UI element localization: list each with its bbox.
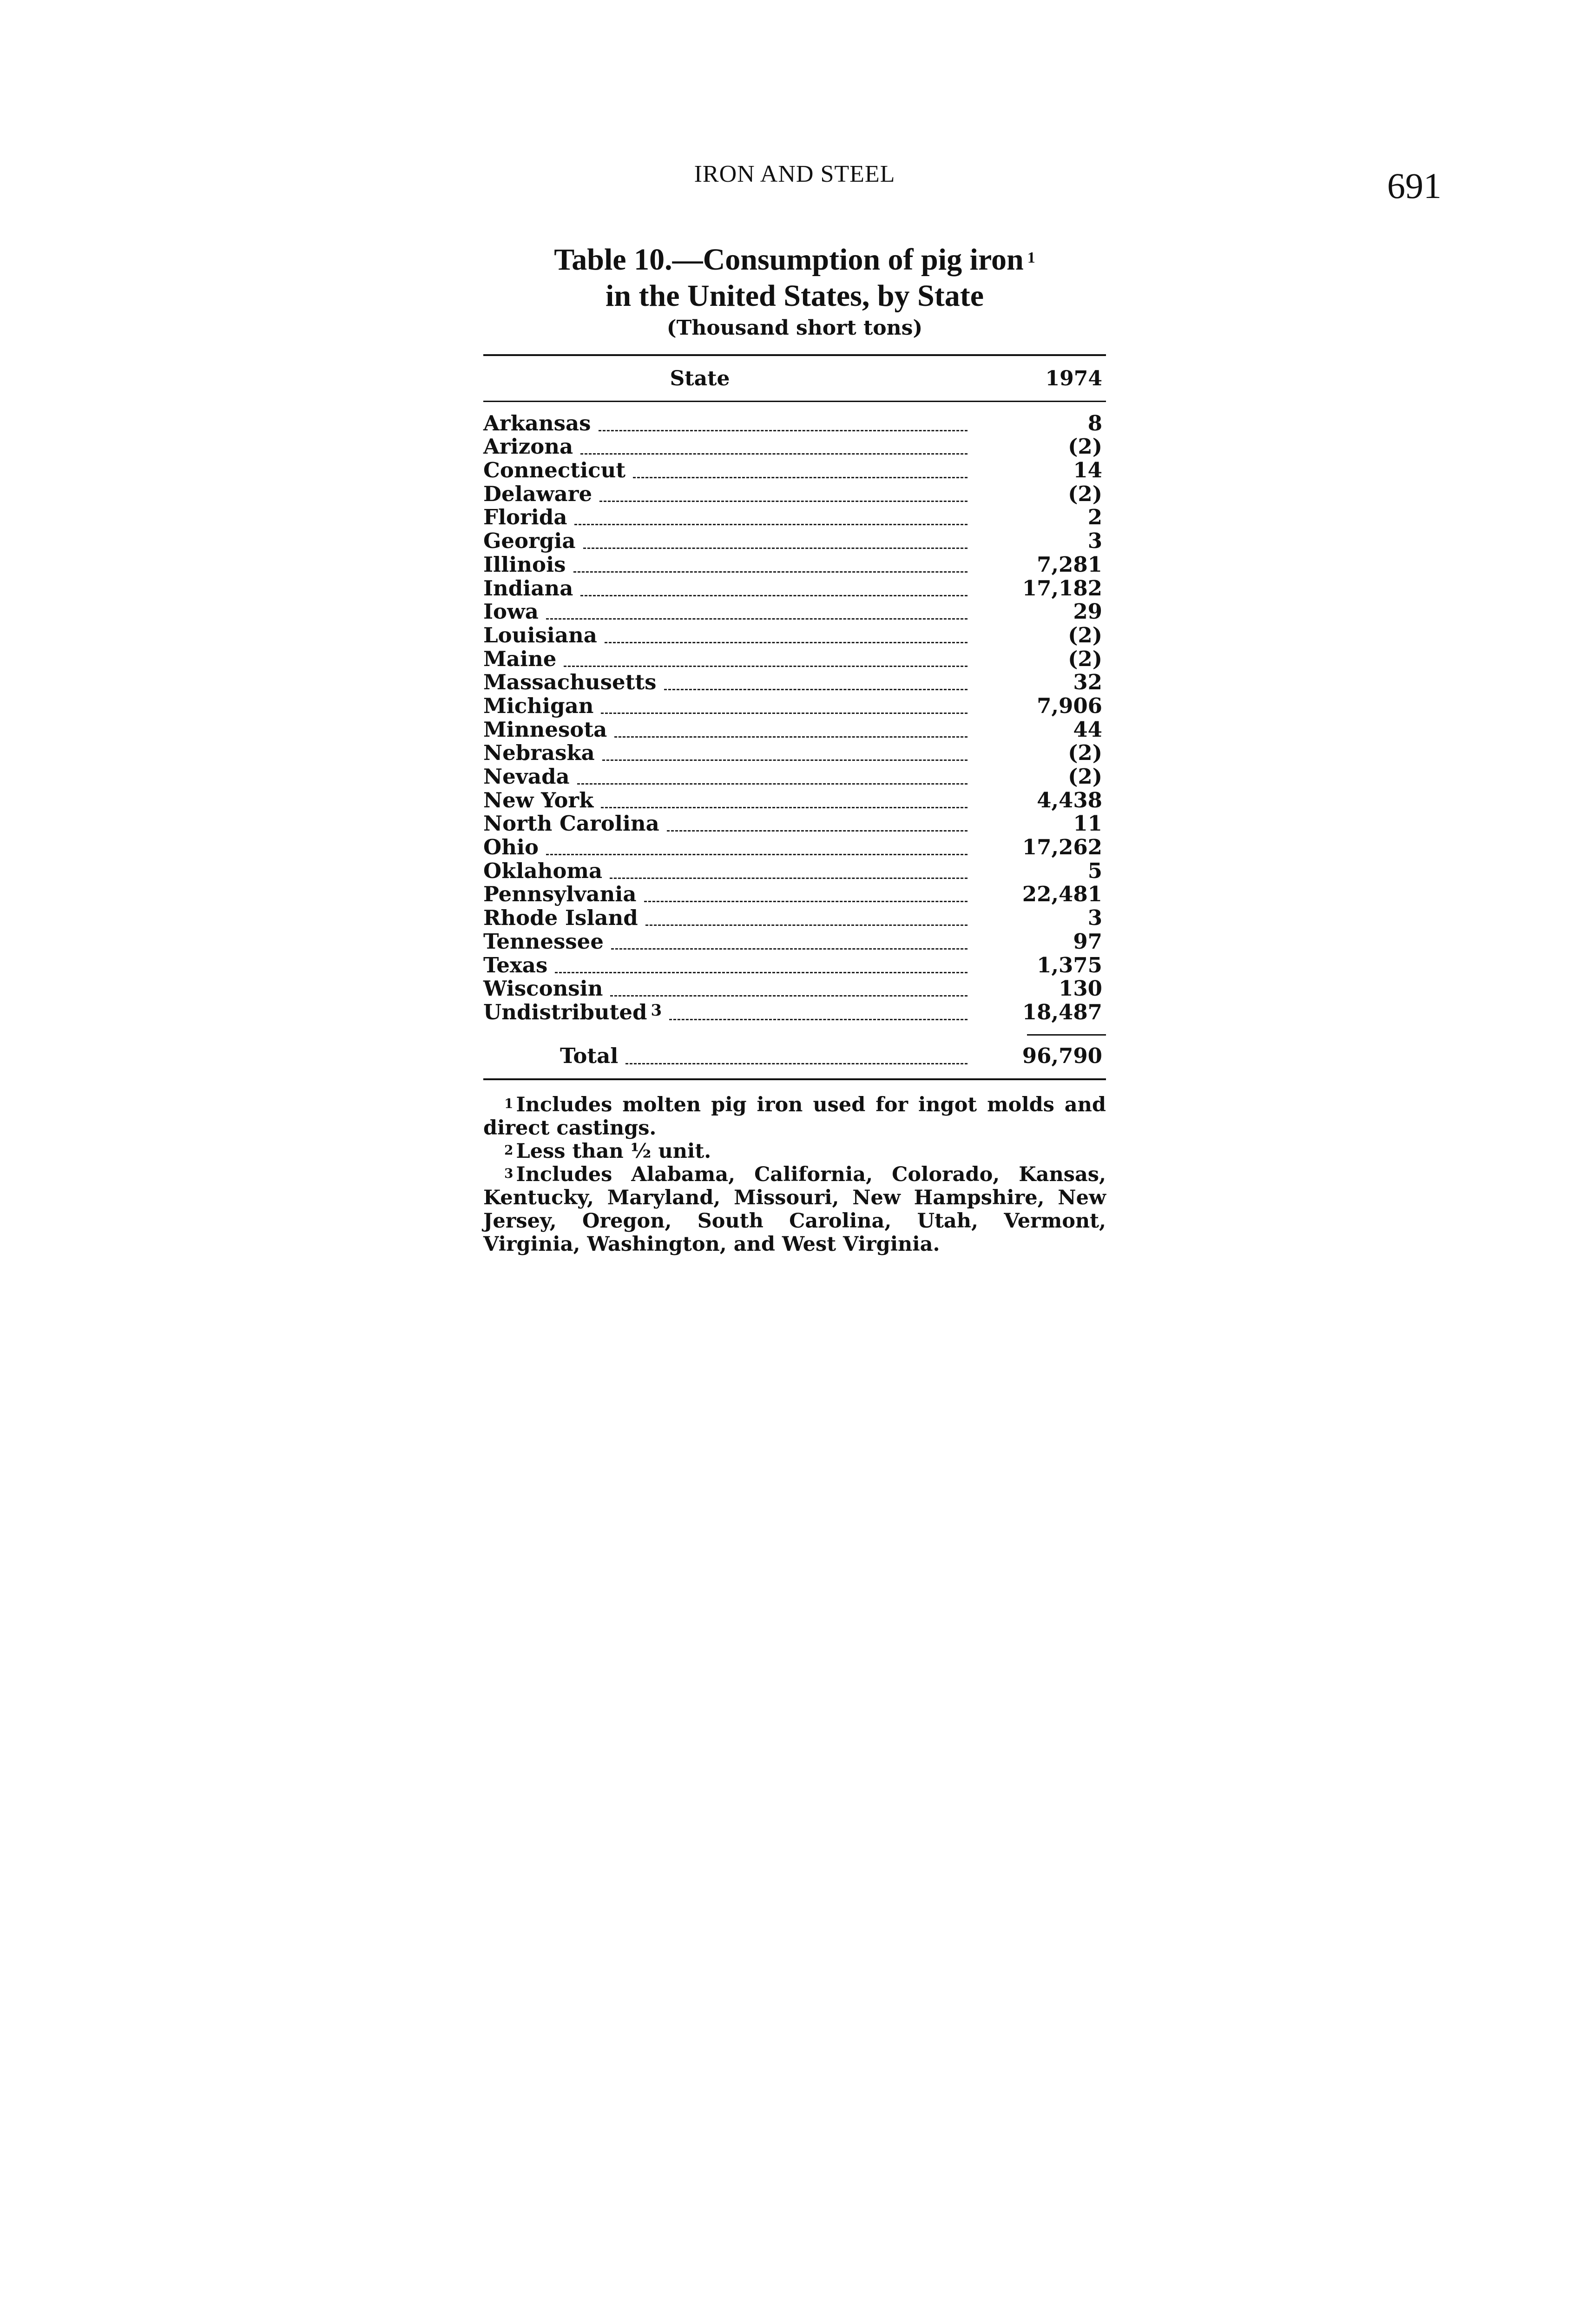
state-value: (2) <box>1068 646 1102 671</box>
leader-dots <box>667 830 968 832</box>
leader-dots <box>599 430 968 431</box>
footnote <box>483 1140 1106 1163</box>
state-name <box>483 741 602 765</box>
table-row <box>483 411 1106 435</box>
leader-dots <box>599 501 968 502</box>
state-value: 7,281 <box>1037 552 1102 577</box>
leader-dots <box>601 713 968 714</box>
state-name <box>483 977 610 1000</box>
state-name-text: Indiana <box>483 575 573 601</box>
state-value: 130 <box>1059 976 1102 1001</box>
footnote-text: Includes molten pig iron used for ingot molds and direct castings. <box>483 1093 1106 1140</box>
state-name-text: Nebraska <box>483 740 595 766</box>
leader-dots <box>645 924 968 926</box>
state-name-text: Connecticut <box>483 458 626 483</box>
state-name <box>483 812 667 835</box>
state-value: 2 <box>1087 505 1102 530</box>
state-name <box>483 482 599 506</box>
title-footnote-mark: 1 <box>1027 249 1035 266</box>
state-value: 18,487 <box>1022 999 1102 1024</box>
state-name <box>483 883 644 906</box>
state-name <box>483 647 564 671</box>
state-name <box>483 671 664 694</box>
table-row <box>483 953 1106 977</box>
state-name-text: Georgia <box>483 528 576 554</box>
state-value: 3 <box>1087 905 1102 931</box>
state-name-text: Oklahoma <box>483 858 603 883</box>
page-number: 691 <box>1387 165 1442 206</box>
table-row <box>483 883 1106 906</box>
table-body <box>483 402 1106 1024</box>
state-name <box>483 1001 669 1024</box>
state-name <box>483 765 577 788</box>
running-head: IRON AND STEEL <box>694 161 895 187</box>
table-row <box>483 694 1106 718</box>
state-name-text: Louisiana <box>483 622 597 647</box>
table-row <box>483 529 1106 553</box>
state-value: 32 <box>1073 670 1102 695</box>
state-name <box>483 577 580 600</box>
state-name <box>483 694 601 718</box>
state-name-text: Ohio <box>483 835 539 860</box>
table-row <box>483 1000 1106 1024</box>
state-name-text: Illinois <box>483 552 566 577</box>
table-row <box>483 553 1106 576</box>
state-name-text: Arkansas <box>483 410 591 436</box>
leader-dots <box>605 642 968 643</box>
state-value: 7,906 <box>1037 693 1102 718</box>
footnote <box>483 1163 1106 1256</box>
leader-dots <box>574 524 968 525</box>
table-row <box>483 788 1106 812</box>
leader-dots <box>580 595 968 596</box>
state-name-text: Undistributed <box>483 999 647 1024</box>
state-name-text: Rhode Island <box>483 905 638 931</box>
state-name <box>483 930 611 953</box>
state-value: 97 <box>1073 929 1102 954</box>
leader-dots <box>601 807 968 808</box>
table-row <box>483 458 1106 482</box>
table-title <box>483 242 1106 314</box>
state-value: (2) <box>1068 622 1102 647</box>
state-name-text: New York <box>483 787 594 812</box>
state-name <box>483 435 580 458</box>
state-name <box>483 553 573 576</box>
state-value: 44 <box>1073 717 1102 742</box>
state-name-text: Wisconsin <box>483 976 603 1001</box>
state-value: 8 <box>1087 410 1102 436</box>
table-header <box>483 356 1106 402</box>
state-value: 4,438 <box>1037 787 1102 812</box>
table-row <box>483 435 1106 459</box>
header-state: State <box>670 366 730 390</box>
state-name-text: Tennessee <box>483 929 604 954</box>
table-subtitle: (Thousand short tons) <box>666 316 923 340</box>
table-row <box>483 741 1106 765</box>
state-name-text: Delaware <box>483 481 592 506</box>
state-value: (2) <box>1068 764 1102 789</box>
footnote-mark: 3 <box>504 1165 513 1181</box>
state-name-text: Minnesota <box>483 717 607 742</box>
table-block <box>483 242 1106 1256</box>
table-row <box>483 835 1106 859</box>
state-name-text: Pennsylvania <box>483 882 637 907</box>
state-name-text: Arizona <box>483 434 573 459</box>
state-name-text: Florida <box>483 505 567 530</box>
leader-dots <box>546 618 968 620</box>
state-name <box>483 529 583 553</box>
table-row <box>483 930 1106 953</box>
footnote-text: Includes Alabama, California, Colorado, Kansas, Kentucky, Maryland, Missouri, New Hampshire, New Jersey, Oregon, South Carolina, Utah, Vermont, Virginia, Washington, and West Virginia. <box>483 1162 1106 1256</box>
state-name <box>483 859 610 883</box>
leader-dots <box>602 759 968 761</box>
table-row <box>483 765 1106 788</box>
leader-dots <box>583 548 968 549</box>
bottom-rule <box>483 1078 1106 1080</box>
state-name <box>483 506 574 529</box>
table-row <box>483 647 1106 671</box>
table-row <box>483 906 1106 930</box>
state-value: 5 <box>1087 858 1102 883</box>
table-row <box>483 977 1106 1001</box>
state-name <box>483 789 601 812</box>
state-name-text: Texas <box>483 952 548 977</box>
table-row <box>483 623 1106 647</box>
state-value: 11 <box>1073 811 1102 836</box>
leader-dots <box>625 1063 968 1064</box>
leader-dots <box>610 878 968 879</box>
table-title-line2: in the United States, by State <box>605 279 984 313</box>
table-row <box>483 718 1106 741</box>
state-value: 22,481 <box>1022 882 1102 907</box>
state-value: (2) <box>1068 481 1102 506</box>
state-name-text: Maine <box>483 646 557 671</box>
state-name <box>483 954 555 977</box>
state-name <box>483 624 605 647</box>
leader-dots <box>573 571 968 573</box>
leader-dots <box>564 666 968 667</box>
footnote <box>483 1093 1106 1140</box>
state-value: 17,182 <box>1022 575 1102 601</box>
leader-dots <box>611 948 968 950</box>
footnote-mark: 2 <box>504 1142 513 1158</box>
state-name <box>483 459 633 482</box>
table-row <box>483 506 1106 529</box>
state-value: 29 <box>1073 599 1102 624</box>
total-value: 96,790 <box>1022 1043 1102 1068</box>
table-row <box>483 600 1106 624</box>
leader-dots <box>664 689 968 690</box>
state-name-text: Michigan <box>483 693 594 718</box>
state-name-text: Nevada <box>483 764 570 789</box>
footnotes <box>483 1093 1106 1256</box>
table-row <box>483 671 1106 694</box>
state-name <box>483 718 614 741</box>
state-value: 3 <box>1087 528 1102 554</box>
state-value: 14 <box>1073 458 1102 483</box>
state-value: (2) <box>1068 740 1102 766</box>
header-year: 1974 <box>1045 366 1102 390</box>
state-value: 1,375 <box>1037 952 1102 977</box>
leader-dots <box>644 901 968 902</box>
leader-dots <box>577 783 968 785</box>
leader-dots <box>610 995 968 997</box>
leader-dots <box>546 854 968 855</box>
state-value: (2) <box>1068 434 1102 459</box>
state-name-text: Iowa <box>483 599 539 624</box>
total-label: Total <box>560 1043 619 1068</box>
table-row <box>483 576 1106 600</box>
footnote-mark: 3 <box>651 1001 662 1020</box>
state-name <box>483 600 546 623</box>
state-name <box>483 906 645 930</box>
state-name-text: Massachusetts <box>483 670 657 695</box>
leader-dots <box>633 477 968 478</box>
table-title-line1: Table 10.—Consumption of pig iron <box>554 243 1024 277</box>
table-row <box>483 482 1106 506</box>
leader-dots <box>614 736 968 738</box>
state-name-text: North Carolina <box>483 811 659 836</box>
leader-dots <box>580 453 968 455</box>
table-row <box>483 859 1106 883</box>
table-row <box>483 812 1106 836</box>
state-name <box>483 412 599 435</box>
total-row <box>483 1036 1106 1068</box>
footnote-mark: 1 <box>504 1096 513 1111</box>
state-value: 17,262 <box>1022 835 1102 860</box>
leader-dots <box>555 972 968 973</box>
footnote-text: Less than ½ unit. <box>516 1139 711 1163</box>
state-name <box>483 836 546 859</box>
leader-dots <box>669 1019 968 1020</box>
